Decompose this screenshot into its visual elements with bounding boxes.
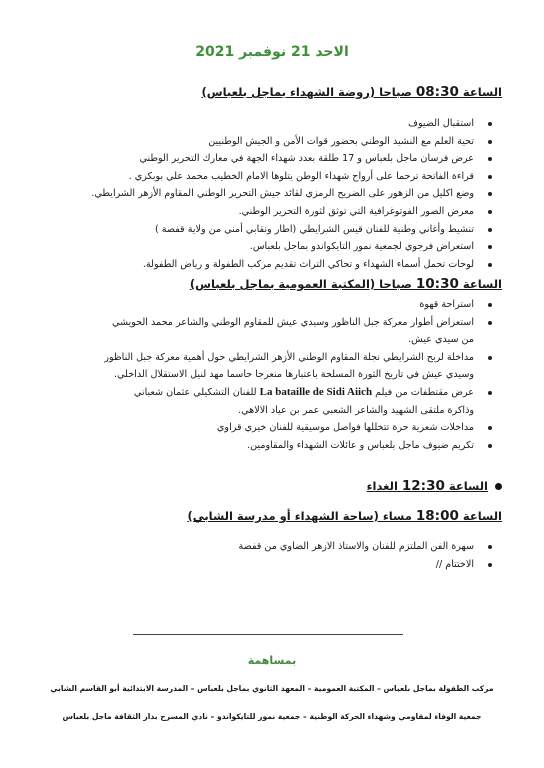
bullet-icon	[495, 483, 502, 490]
bullet-icon	[488, 545, 492, 549]
program-list-1030	[54, 296, 494, 454]
heading-prefix: الساعة	[444, 479, 488, 493]
bullet-icon	[488, 563, 492, 567]
bullet-icon	[488, 321, 492, 325]
program-list-1800	[54, 538, 494, 573]
list-item: عرض مقتطفات من فيلم La bataille de Sidi Aiich للفنان التشكيلي عثمان شعباني	[54, 384, 494, 402]
heading-time: 08:30	[415, 84, 459, 100]
list-item: استعراض فرجوي لجمعية نمور التايكواندو بماجل بلعباس.	[54, 238, 494, 256]
list-item: معرض الصور الفوتوغرافية التي توثق لثورة التحرير الوطني.	[54, 203, 494, 221]
section-heading-1230	[367, 478, 502, 494]
list-item: مداخلات شعرية حرة تتخللها فواصل موسيقية للفنان خيري قراوي	[54, 419, 494, 437]
bullet-icon	[488, 444, 492, 448]
bullet-icon	[488, 391, 492, 395]
heading-suffix: الغداء	[366, 479, 402, 493]
bullet-icon	[488, 175, 492, 179]
list-item: لوحات تحمل أسماء الشهداء و تحاكي التراث تقديم مركب الطفولة و رياض الطفولة.	[54, 256, 494, 274]
bullet-icon	[488, 157, 492, 161]
list-item: تحية العلم مع النشيد الوطني بحضور قوات الأمن و الجيش الوطنيين	[54, 133, 494, 151]
bullet-icon	[488, 210, 492, 214]
bullet-icon	[488, 426, 492, 430]
heading-suffix: صباحا (روضة الشهداء بماجل بلعباس)	[201, 85, 416, 99]
list-item: سهرة الفن الملتزم للفنان والاستاذ الازهر الضاوي من قفصة	[54, 538, 494, 556]
bullet-icon	[488, 245, 492, 249]
list-item: استعراض أطوار معركة جبل الناظور وسيدي عيش للمقاوم الوطني والشاعر محمد الحويشي	[54, 314, 494, 332]
heading-suffix: مساء (ساحة الشهداء أو مدرسة الشابي)	[187, 509, 416, 523]
bullet-icon	[488, 303, 492, 307]
event-date-title: الاحد 21 نوفمبر 2021	[195, 44, 349, 60]
bullet-icon	[488, 356, 492, 360]
heading-time: 12:30	[401, 478, 445, 494]
heading-prefix: الساعة	[458, 85, 502, 99]
film-title: La bataille de Sidi Aiich	[259, 385, 373, 398]
contributions-title: بمساهمة	[247, 654, 297, 667]
heading-suffix: صباحا (المكتبة العمومية بماجل بلعباس)	[189, 277, 416, 291]
heading-time: 18:00	[415, 508, 459, 524]
bullet-icon	[488, 263, 492, 267]
section-heading-0830	[201, 84, 502, 100]
bullet-icon	[488, 192, 492, 196]
contributions-line-2: جمعية الوفاء لمقاومي وشهداء الحركة الوطنية – جمعية نمور للتايكواندو – نادي المسرح بدار الثقافة ماجل بلعباس	[62, 712, 482, 721]
list-item-continuation: وذاكرة ملتقى الشهيد والشاعر الشعبي عمر بن عياد الالاهي.	[238, 404, 474, 416]
section-heading-1030	[190, 276, 502, 292]
bullet-icon	[488, 122, 492, 126]
heading-prefix: الساعة	[458, 509, 502, 523]
list-item: تكريم ضيوف ماجل بلعباس و عائلات الشهداء والمقاومين.	[54, 437, 494, 455]
list-item: عرض فرسان ماجل بلعباس و 17 طلقة بعدد شهداء الجهة في معارك التحرير الوطني	[54, 150, 494, 168]
list-item: وضع اكليل من الزهور على الضريح الرمزي لقائد جيش التحرير الوطني المقاوم الأزهر الشرايطي.	[54, 185, 494, 203]
contributions-line-1: مركب الطفولة بماجل بلعباس – المكتبة العمومية – المعهد الثانوي بماجل بلعباس – المدرسة الابتدائية أبو القاسم الشابي	[50, 684, 494, 693]
program-list-0830	[54, 115, 494, 273]
list-item: تنشيط وأغاني وطنية للفنان قيس الشرايطي (اطار ونقابي أمني من ولاية قفصة )	[54, 221, 494, 239]
heading-time: 10:30	[415, 276, 459, 292]
bullet-icon	[488, 140, 492, 144]
section-heading-1800	[187, 508, 502, 524]
heading-prefix: الساعة	[458, 277, 502, 291]
list-item: مداخلة لربح الشرايطي نجلة المقاوم الوطني الأزهر الشرايطي حول أهمية معركة جبل الناظور	[54, 349, 494, 367]
bullet-icon	[488, 228, 492, 232]
list-item: الاختتام //	[54, 556, 494, 574]
list-item: استراحة قهوة	[54, 296, 494, 314]
list-item: قراءة الفاتحة ترحما على أرواح شهداء الوطن يتلوها الامام الخطيب محمد علي بوبكري .	[54, 168, 494, 186]
divider	[133, 634, 403, 635]
list-item-continuation: وسيدي عيش في تاريخ الثورة المسلحة باعتبارها منعرجا حاسما مهد لنيل الاستقلال الداخلي.	[114, 369, 474, 381]
list-item: استقبال الضيوف	[54, 115, 494, 133]
list-item-continuation: من سيدي عيش.	[408, 334, 474, 346]
